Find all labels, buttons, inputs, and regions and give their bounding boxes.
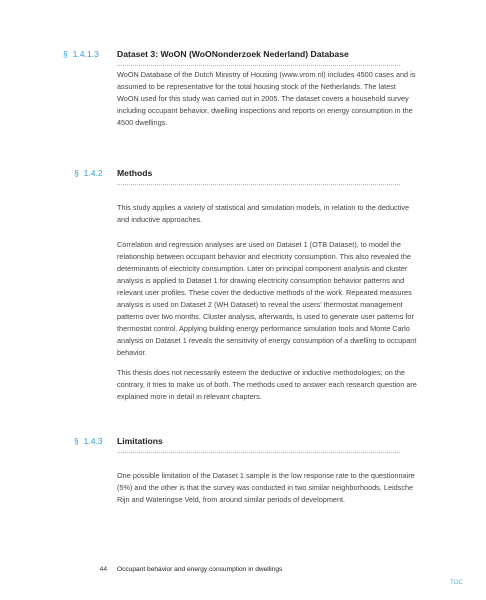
- section-number-text: 1.4.3: [83, 436, 103, 446]
- section-number: [74, 434, 103, 448]
- section-paragraph: Correlation and regression analyses are used on Dataset 1 (OTB Dataset), to model the relationship between occupant behavior and electricity consumption. This also revealed the determinants of electricity consumption. Later on principal component analysis and cluster analysis is applied to Dataset 1 for drawing electricity consumption behavior patterns and relevant user profiles. These cover the deductive methods of the work. Repeated measures analysis is used on Dataset 2 (WH Dataset) to reveal the users’ thermostat management patterns over two months. Cluster analysis, afterwards, is used to generate user patterns for thermostat control. Applying building energy performance simulation tools and Monte Carlo analysis on Dataset 1 reveals the sensitivity of energy consumption of a dwelling to occupant behavior.: [117, 240, 417, 357]
- dotted-divider: [117, 452, 400, 453]
- dotted-divider: [117, 65, 400, 66]
- section-paragraph: This thesis does not necessarily esteem the deductive or inductive methodologies; on the contrary, it tries to make us of both. The methods used to answer each research question are explained more in detail in relevant chapters.: [117, 368, 417, 401]
- running-title: Occupant behavior and energy consumption in dwellings: [117, 566, 283, 573]
- section-paragraph: This study applies a variety of statistical and simulation models, in relation to the deductive and inductive approaches.: [117, 203, 410, 224]
- section-symbol: §: [63, 49, 68, 59]
- section-symbol: §: [74, 436, 79, 446]
- section-number-text: 1.4.2: [83, 168, 103, 178]
- section-heading: Limitations: [117, 436, 163, 446]
- section-paragraph: One possible limitation of the Dataset 1 sample is the low response rate to the questionnaire (5%) and the other is that the survey was conducted in two similar neighborhoods, Leidsche Rijn and Wateringse Veld, from around similar periods of development.: [117, 471, 415, 504]
- section-heading: Methods: [117, 168, 153, 178]
- section-symbol: §: [74, 168, 79, 178]
- section-paragraph: WoON Database of the Dutch Ministry of Housing (www.vrom.nl) includes 4500 cases and is assumed to be representative for the total housing stock of the Netherlands. The latest WoON used for this study was carried out in 2005. The dataset covers a household survey including occupant behavior, dwelling inspections and reports on energy consumption in the 4500 dwellings.: [117, 70, 416, 127]
- section-number: [74, 166, 103, 180]
- page-number: 44: [99, 566, 107, 573]
- dotted-divider: [117, 184, 400, 185]
- section-number-text: 1.4.1.3: [72, 49, 99, 59]
- toc-link[interactable]: TOC: [450, 579, 463, 586]
- section-heading: Dataset 3: WoON (WoONonderzoek Nederland) Database: [117, 49, 349, 59]
- section-number: [63, 47, 99, 61]
